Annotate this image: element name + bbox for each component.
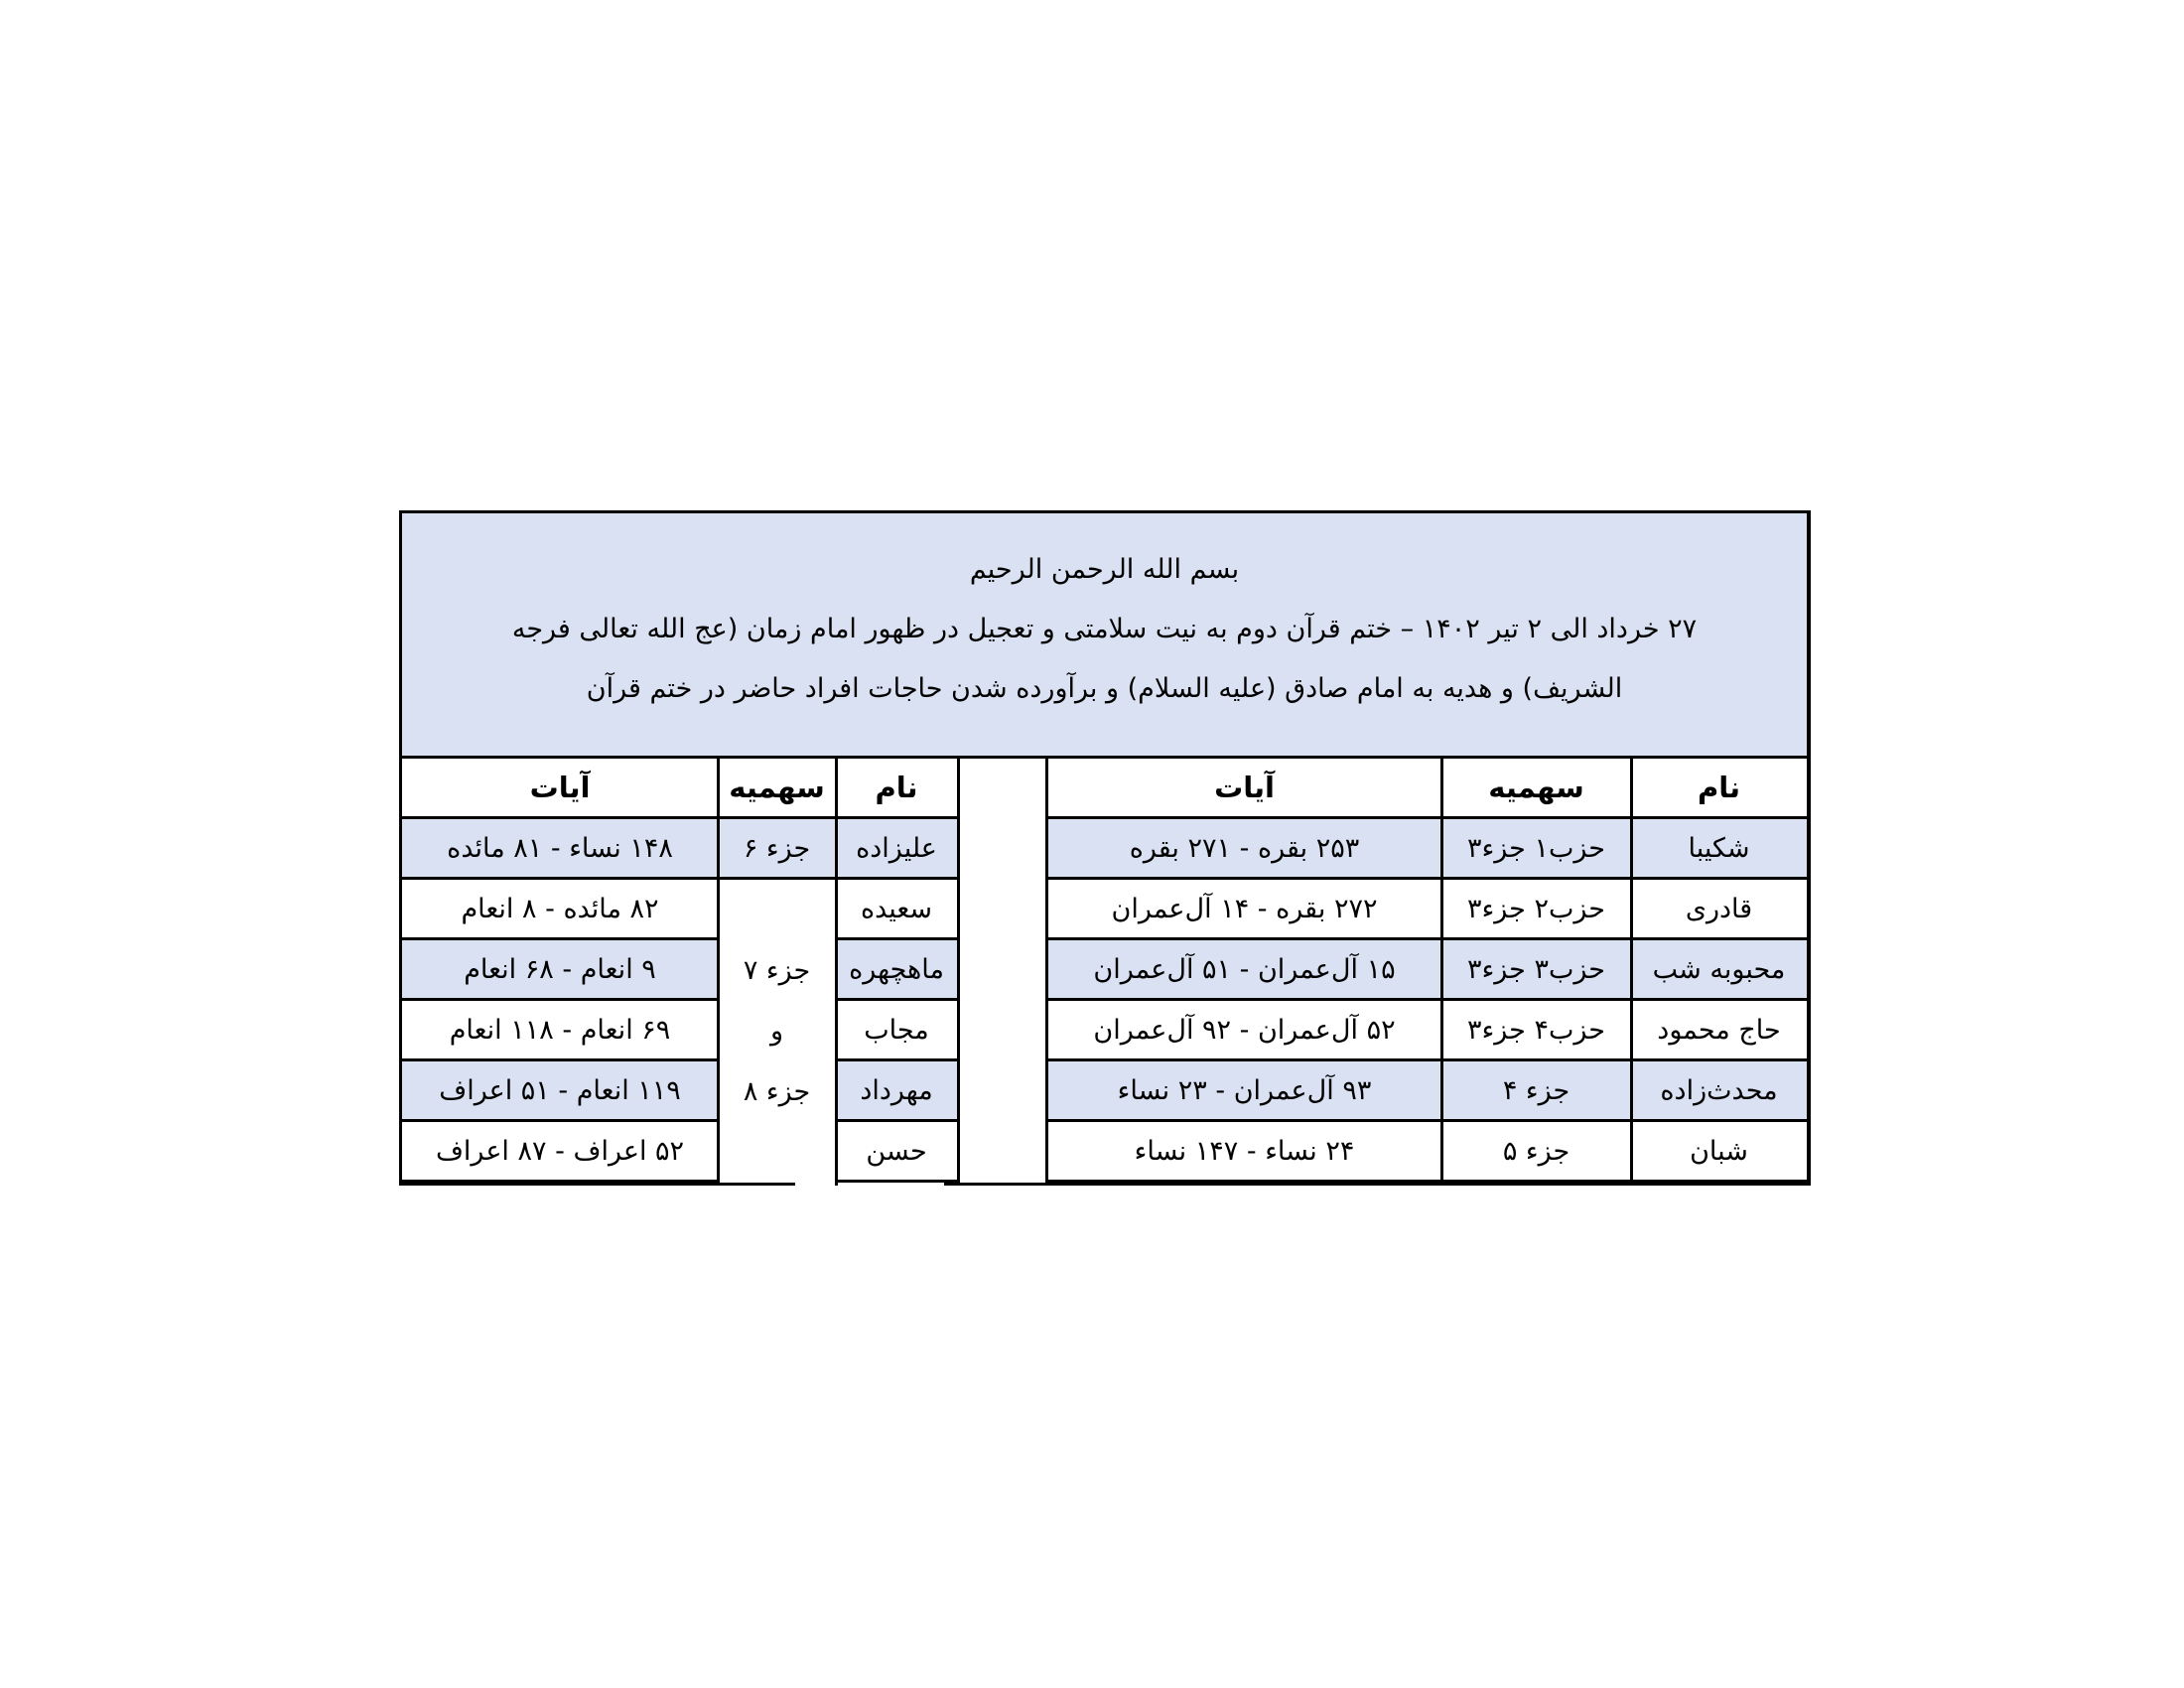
right-row-4-verses: ۵۲ آل‌عمران - ۹۲ آل‌عمران	[1047, 1001, 1441, 1061]
right-row-5-name: محدث‌زاده	[1631, 1061, 1807, 1122]
left-row-2-name: سعیده	[836, 880, 957, 940]
right-divider-verses-share	[1440, 759, 1443, 1186]
merged-share-line-1: جزء ۷	[743, 955, 811, 986]
left-row-3-name: ماهچهره	[836, 940, 957, 1001]
right-row-2-name: قادری	[1631, 880, 1807, 940]
basmala-title: بسم الله الرحمن الرحیم	[969, 554, 1240, 585]
left-row-4-verses: ۶۹ انعام - ۱۱۸ انعام	[402, 1001, 718, 1061]
left-header-name: نام	[836, 759, 957, 819]
header-description-line-1: ۲۷ خرداد الی ۲ تیر ۱۴۰۲ – ختم قرآن دوم به نیت سلامتی و تعجیل در ظهور امام زمان (عج الله تعالی فرجه	[511, 614, 1698, 644]
right-row-2-share: حزب۲ جزء۳	[1441, 880, 1631, 940]
left-row-1-verses: ۱۴۸ نساء - ۸۱ مائده	[402, 819, 718, 880]
quran-khatm-schedule	[399, 510, 1811, 1186]
merged-share-line-3: جزء ۸	[743, 1076, 811, 1107]
left-table-edge	[957, 759, 960, 1186]
right-row-4-name: حاج محمود	[1631, 1001, 1807, 1061]
right-row-3-name: محبوبه شب	[1631, 940, 1807, 1001]
left-row-3-verses: ۹ انعام - ۶۸ انعام	[402, 940, 718, 1001]
schedule-header	[402, 513, 1807, 759]
assignment-grid	[402, 759, 1807, 1186]
right-row-2-verses: ۲۷۲ بقره - ۱۴ آل‌عمران	[1047, 880, 1441, 940]
left-divider-verses-share	[717, 759, 720, 1186]
left-row-6-verses: ۵۲ اعراف - ۸۷ اعراف	[402, 1122, 718, 1183]
right-row-1-name: شکیبا	[1631, 819, 1807, 880]
right-header-verses: آیات	[1047, 759, 1441, 819]
left-row-2-verses: ۸۲ مائده - ۸ انعام	[402, 880, 718, 940]
left-divider-share-name	[835, 759, 838, 1186]
right-header-share: سهمیه	[1441, 759, 1631, 819]
right-header-name: نام	[1631, 759, 1807, 819]
right-divider-share-name	[1630, 759, 1633, 1186]
left-row-1-name: علیزاده	[836, 819, 957, 880]
right-table-edge	[1045, 759, 1048, 1186]
right-row-6-share: جزء ۵	[1441, 1122, 1631, 1183]
merged-share-line-2: و	[769, 1016, 784, 1047]
left-row-5-name: مهرداد	[836, 1061, 957, 1122]
left-row-5-verses: ۱۱۹ انعام - ۵۱ اعراف	[402, 1061, 718, 1122]
right-row-6-name: شبان	[1631, 1122, 1807, 1183]
right-row-1-share: حزب۱ جزء۳	[1441, 819, 1631, 880]
right-row-5-share: جزء ۴	[1441, 1061, 1631, 1122]
right-row-4-share: حزب۴ جزء۳	[1441, 1001, 1631, 1061]
right-row-6-verses: ۲۴ نساء - ۱۴۷ نساء	[1047, 1122, 1441, 1183]
right-row-3-verses: ۱۵ آل‌عمران - ۵۱ آل‌عمران	[1047, 940, 1441, 1001]
right-row-5-verses: ۹۳ آل‌عمران - ۲۳ نساء	[1047, 1061, 1441, 1122]
left-row-1-share: جزء ۶	[718, 819, 836, 880]
left-header-verses: آیات	[402, 759, 718, 819]
left-row-4-name: مجاب	[836, 1001, 957, 1061]
header-description-line-2: الشریف) و هدیه به امام صادق (علیه السلام) و برآورده شدن حاجات افراد حاضر در ختم قرآن	[586, 673, 1623, 704]
left-row-6-name: حسن	[836, 1122, 957, 1183]
right-row-1-verses: ۲۵۳ بقره - ۲۷۱ بقره	[1047, 819, 1441, 880]
left-header-share: سهمیه	[718, 759, 836, 819]
left-merged-share	[718, 880, 836, 1183]
right-row-3-share: حزب۳ جزء۳	[1441, 940, 1631, 1001]
